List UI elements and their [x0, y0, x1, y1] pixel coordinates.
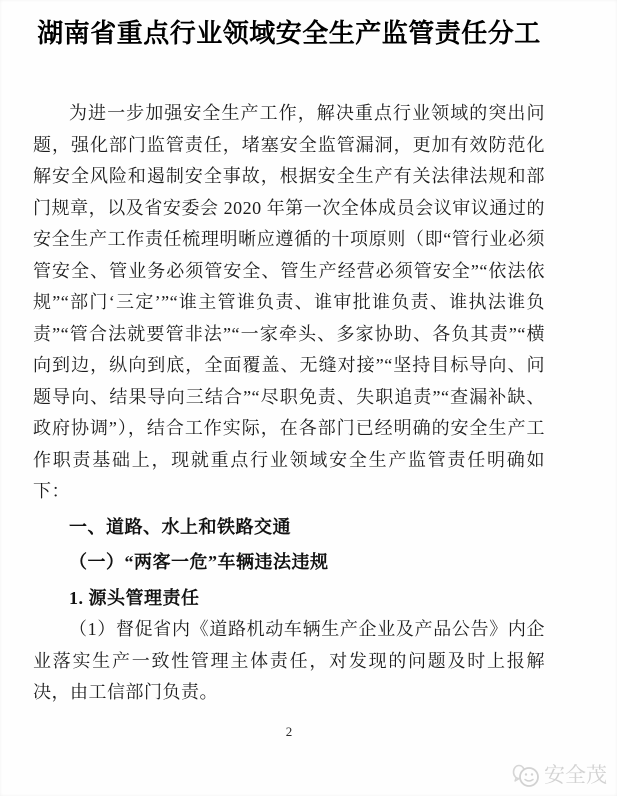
subsection-heading: （一）“两客一危”车辆违法违规 [69, 552, 329, 572]
item-heading: 1. 源头管理责任 [69, 587, 200, 608]
item-paragraph: （1）督促省内《道路机动车辆生产企业及产品公告》内企业落实生产一致性管理主体责任，对发现的问题及时上报解决，由工信部门负责。 [33, 619, 545, 702]
intro-paragraph: 为进一步加强安全生产工作，解决重点行业领域的突出问题，强化部门监管责任，堵塞安全监管漏洞，更加有效防范化解安全风险和遏制安全事故，根据安全生产有关法律法规和部门规章，以及省安委会 2020 年第一次全体成员会议审议通过的安全生产工作责任梳理明晰应遵循的十项原则（即“管行业必须管安全、管业务必须管安全、管生产经营必须管安全”“依法依规”“部门‘三定’”“谁主管谁负责、谁审批谁负责、谁执法谁负责”“管合法就要管非法”“一家牵头、多家协助、各负其责”“横向到边，纵向到底，全面覆盖、无缝对接”“坚持目标导向、问题导向、结果导向三结合”“尽职免责、失职追责”“查漏补缺、政府协调”），结合工作实际，在各部门已经明确的安全生产工作职责基础上，现就重点行业领域安全生产监管责任明确如下： [33, 103, 545, 501]
watermark-text: 安全茂 [544, 764, 607, 787]
chat-bubbles-face-icon [511, 763, 541, 789]
document-content [33, 0, 545, 709]
section-heading: 一、道路、水上和铁路交通 [69, 516, 291, 537]
page-title: 湖南省重点行业领域安全生产监管责任分工 [37, 19, 541, 48]
page-number: 2 [285, 724, 293, 739]
watermark [511, 763, 607, 789]
